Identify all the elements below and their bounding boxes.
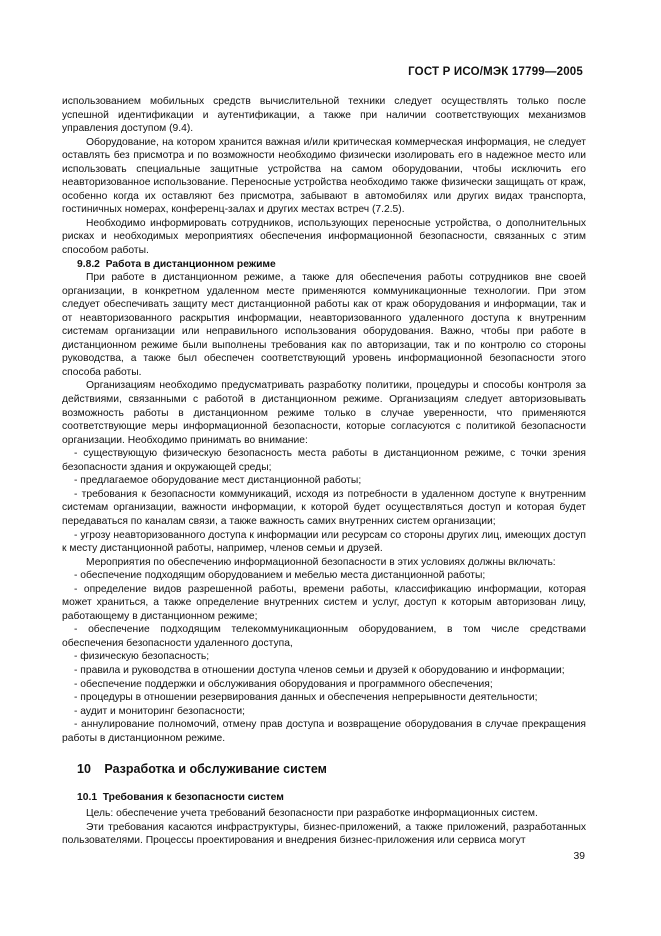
list-item: - физическую безопасность; xyxy=(74,651,210,663)
paragraph: Оборудование, на котором хранится важная и/или критическая коммерческая информация, не следует оставлять без присмотра и по возможности необходимо физически изолировать его в надежное место или использовать специальные защитные устройства на самом оборудовании, чтобы исключить его неавторизованное использование. Переносные устройства необходимо также физически защищать от краж, особенно когда их оставляют без присмотра, забывают в автомобилях или других видах транспорта, гостиничных номерах, конференц-залах и других местах встреч (7.2.5). xyxy=(62,136,586,216)
list-item: - угрозу неавторизованного доступа к информации или ресурсам со стороны других лиц, имеющих доступ к месту дистанционной работы, например, членов семьи и друзей. xyxy=(62,529,586,555)
list-item: - процедуры в отношении резервирования данных и обеспечения непрерывности деятельности; xyxy=(74,692,538,704)
list-item: - правила и руководства в отношении доступа членов семьи и друзей к оборудованию и информации; xyxy=(74,664,565,676)
list-item: - предлагаемое оборудование мест дистанционной работы; xyxy=(74,475,362,487)
section-heading xyxy=(62,763,586,777)
subsection-heading xyxy=(62,258,586,272)
paragraph: Необходимо информировать сотрудников, использующих переносные устройства, о дополнительных рисках и необходимых мероприятиях обеспечения информационной безопасности, связанных с этим способом работы. xyxy=(62,217,586,257)
paragraph: Цель: обеспечение учета требований безопасности при разработке информационных систем. xyxy=(86,808,538,820)
list-item: - аудит и мониторинг безопасности; xyxy=(74,705,245,717)
paragraph: Эти требования касаются инфраструктуры, бизнес-приложений, а также приложений, разработанных пользователями. Процессы проектирования и внедрения бизнес-приложения или сервиса могут xyxy=(62,821,586,847)
subsection-title: Работа в дистанционном режиме xyxy=(105,258,276,270)
list-item: - обеспечение поддержки и обслуживания оборудования и программного обеспечения; xyxy=(74,678,493,690)
subsection-title: Требования к безопасности систем xyxy=(102,791,284,803)
list-item: - обеспечение подходящим оборудованием и мебелью места дистанционной работы; xyxy=(74,570,486,582)
paragraph: Организациям необходимо предусматривать разработку политики, процедуры и способы контроля за действиями, связанными с работой в дистанционном режиме. Организациям следует авторизовывать возможность работы в дистанционном режиме только в случае уверенности, что применяются соответствующие меры информационной безопасности, которые согласуются с политикой безопасности организации. Необходимо принимать во внимание: xyxy=(62,380,586,446)
subsection-number: 9.8.2 xyxy=(77,258,100,270)
subsection-number: 10.1 xyxy=(77,791,98,803)
paragraph: При работе в дистанционном режиме, а также для обеспечения работы сотрудников вне своей организации, в конкретном удаленном месте применяются коммуникационные технологии. При этом следует обеспечивать защиту мест дистанционной работы как от краж оборудования и информации, так и от неавторизованного раскрытия информации, неавторизованного удаленного доступа к внутренним системам организации или неправильного использования оборудования. Важно, чтобы при работе в дистанционном режиме были выполнены требования как по авторизации, так и по контролю со стороны руководства, а также был обеспечен соответствующий уровень информационной безопасности этого способа работы. xyxy=(62,272,586,378)
page-number: 39 xyxy=(573,851,585,862)
list-item: - требования к безопасности коммуникаций, исходя из потребности в удаленном доступе к внутренним системам организации, важности информации, к которой будет осуществляться доступ и которая будет передаваться по каналам связи, а также важность самих внутренних систем организации; xyxy=(62,488,586,527)
list-intro: Мероприятия по обеспечению информационной безопасности в этих условиях должны включать: xyxy=(86,556,556,568)
subsection-heading xyxy=(62,791,586,805)
list-item: - обеспечение подходящим телекоммуникационным оборудованием, в том числе средствами обеспечения безопасности удаленного доступа, xyxy=(62,624,586,649)
section-title: Разработка и обслуживание систем xyxy=(104,762,327,777)
paragraph: использованием мобильных средств вычислительной техники следует осуществлять только после успешной идентификации и аутентификации, а также при наличии соответствующих механизмов управления доступом (9.4). xyxy=(62,96,586,135)
list-item: - аннулирование полномочий, отмену прав доступа и возвращение оборудования в случае прекращения работы в дистанционном режиме. xyxy=(62,719,586,744)
list-item: - существующую физическую безопасность места работы в дистанционном режиме, с точки зрения безопасности здания и окружающей среды; xyxy=(62,448,586,473)
section-number: 10 xyxy=(77,762,91,777)
page-content xyxy=(62,95,586,848)
list-item: - определение видов разрешенной работы, времени работы, классификацию информации, которая может храниться, а также определение внутренних систем и услуг, доступ к которым авторизован лицу, работающему в дистанционном режиме; xyxy=(62,583,586,622)
document-header: ГОСТ Р ИСО/МЭК 17799—2005 xyxy=(408,66,583,78)
